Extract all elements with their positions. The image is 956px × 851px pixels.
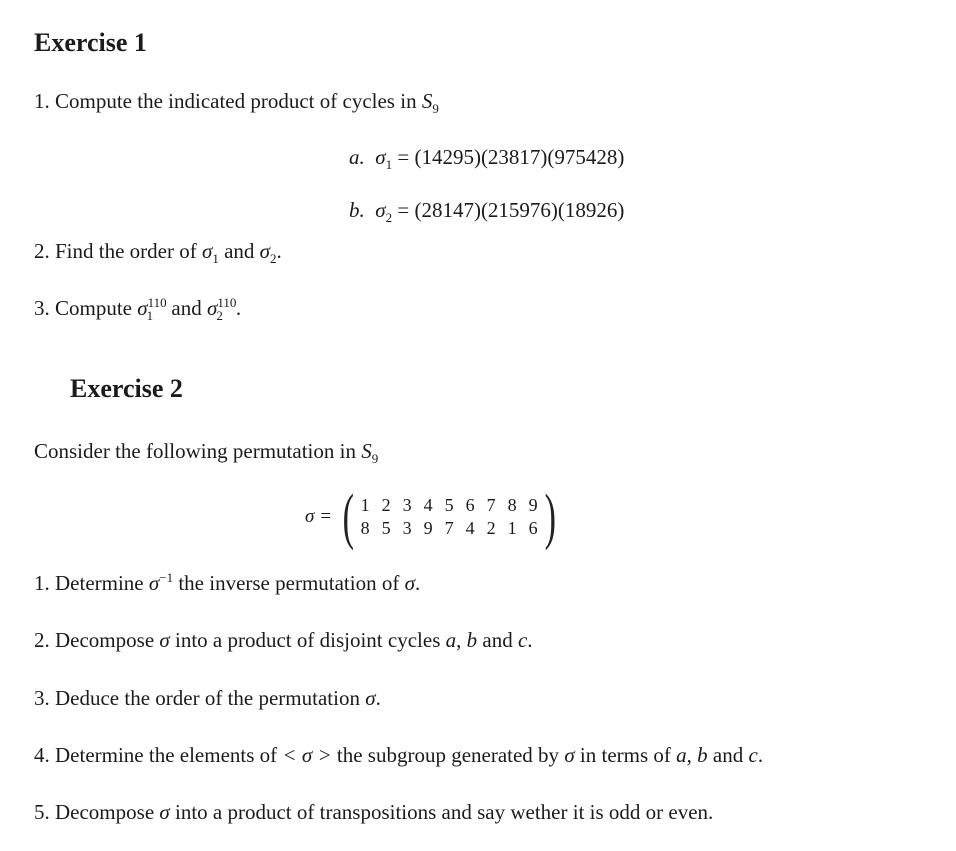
bottom-cell: 7	[444, 518, 454, 538]
top-cell: 7	[486, 495, 496, 515]
ex2-question-2: 2. Decompose σ into a product of disjoint cycles a, b and c.	[34, 628, 533, 652]
sigma-equals: σ =	[305, 506, 332, 527]
ex2-question-4: 4. Determine the elements of < σ > the subgroup generated by σ in terms of a, b and c.	[34, 743, 764, 767]
top-cell: 4	[423, 495, 433, 515]
ex2-intro: Consider the following permutation in $S_9$	[34, 439, 379, 467]
exercise-1-heading: Exercise 1	[34, 28, 147, 57]
top-cell: 6	[465, 495, 475, 515]
bottom-cell: 9	[423, 518, 433, 538]
bottom-cell: 4	[465, 518, 475, 538]
bottom-cell: 3	[402, 518, 412, 538]
bottom-cell: 6	[528, 518, 538, 538]
permutation-matrix	[305, 484, 560, 550]
top-cell: 5	[444, 495, 454, 515]
top-cell: 8	[507, 495, 517, 515]
top-cell: 3	[402, 495, 412, 515]
bottom-cell: 1	[507, 518, 517, 538]
bottom-cell: 8	[360, 518, 370, 538]
permutation-grid	[355, 495, 544, 539]
bottom-cell: 5	[381, 518, 391, 538]
ex2-question-3: 3. Deduce the order of the permutation σ.	[34, 686, 381, 710]
top-cell: 1	[360, 495, 370, 515]
ex1-question-2: 2. Find the order of $\sigma_1$ and $\sigma_2$.	[34, 239, 282, 267]
top-cell: 9	[528, 495, 538, 515]
right-paren: )	[544, 483, 556, 551]
ex1-item-a: a. $\sigma_1 = (14295)(23817)(975428)$	[349, 145, 625, 173]
ex1-item-b: b. $\sigma_2 = (28147)(215976)(18926)$	[349, 198, 625, 226]
ex2-question-5: 5. Decompose σ into a product of transpositions and say wether it is odd or even.	[34, 800, 714, 824]
ex1-question-3: 3. Compute $\sigma^{110}_1$ and $\sigma^{110}_2$ .	[34, 295, 242, 324]
top-cell: 2	[381, 495, 391, 515]
bottom-cell: 2	[486, 518, 496, 538]
exercise-2-heading: Exercise 2	[70, 374, 183, 403]
ex2-question-1: 1. Determine $\sigma^{-1}$ the inverse permutation of σ.	[34, 570, 421, 595]
left-paren: (	[342, 483, 354, 551]
ex1-question-1: 1. Compute the indicated product of cycles in $S_9$	[34, 89, 439, 117]
